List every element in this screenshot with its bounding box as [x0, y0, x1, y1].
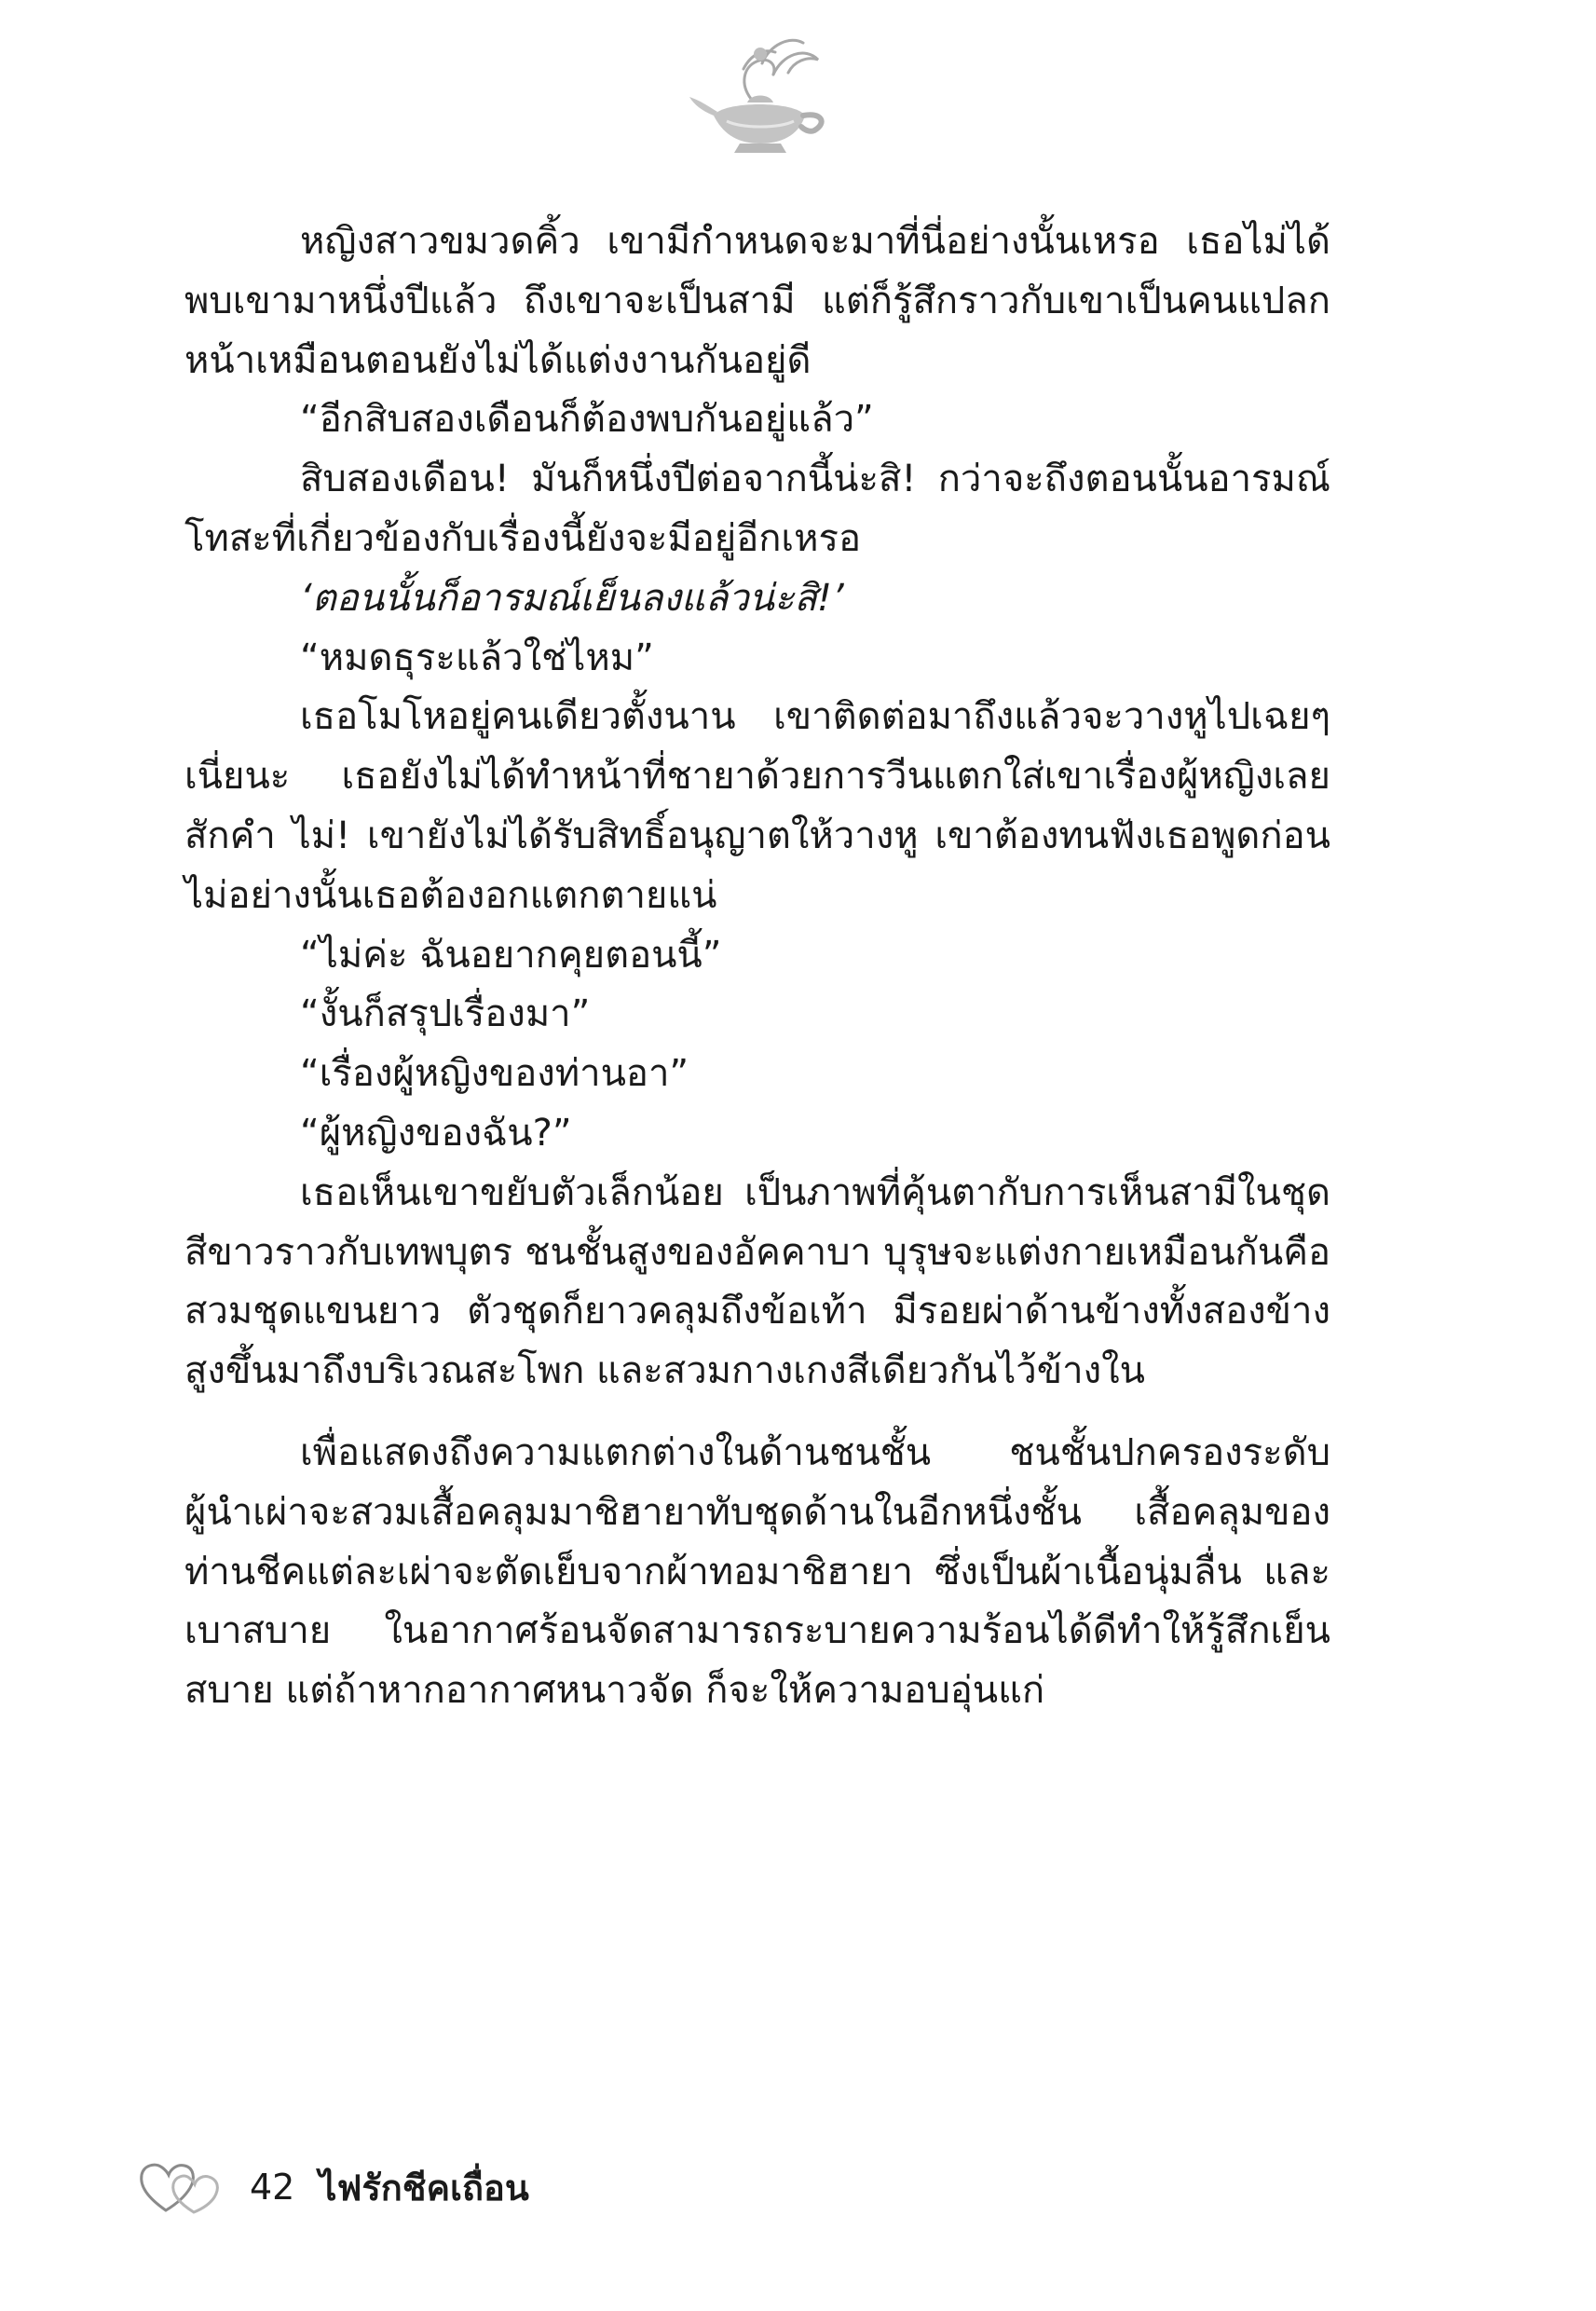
- hearts-icon: [138, 2158, 224, 2216]
- genie-lamp-icon: [686, 26, 835, 166]
- body-text: [184, 212, 1330, 1721]
- paragraph: “อีกสิบสองเดือนก็ต้องพบกันอยู่แล้ว”: [300, 398, 874, 442]
- paragraph: ‘ตอนนั้นก็อารมณ์เย็นลงแล้วน่ะสิ!’: [300, 576, 844, 620]
- paragraph: หญิงสาวขมวดคิ้ว เขามีกำหนดจะมาที่นี่อย่างนั้นเหรอ เธอไม่ได้พบเขามาหนึ่งปีแล้ว ถึงเขาจะเป็นสามี แต่ก็รู้สึกราวกับเขาเป็นคนแปลกหน้าเหมือนตอนยังไม่ได้แต่งงานกันอยู่ดี: [184, 220, 1330, 382]
- page-number: 42: [250, 2167, 295, 2208]
- paragraph: “ไม่ค่ะ ฉันอยากคุยตอนนี้”: [300, 933, 722, 977]
- paragraph: สิบสองเดือน! มันก็หนึ่งปีต่อจากนี้น่ะสิ! กว่าจะถึงตอนนั้นอารมณ์โทสะที่เกี่ยวข้องกับเรื่องนี้ยังจะมีอยู่อีกเหรอ: [184, 458, 1330, 560]
- page-footer: [138, 2154, 529, 2220]
- paragraph: “งั้นก็สรุปเรื่องมา”: [300, 992, 591, 1036]
- paragraph: “หมดธุระแล้วใช่ไหม”: [300, 636, 654, 679]
- paragraph: “ผู้หญิงของฉัน?”: [300, 1111, 572, 1155]
- book-title: ไฟรักชีคเถื่อน: [319, 2167, 529, 2208]
- paragraph: “เรื่องผู้หญิงของท่านอา”: [300, 1052, 689, 1096]
- paragraph: เธอโมโหอยู่คนเดียวตั้งนาน เขาติดต่อมาถึงแล้วจะวางหูไปเฉยๆ เนี่ยนะ เธอยังไม่ได้ทำหน้าที่ชายาด้วยการวีนแตกใส่เขาเรื่องผู้หญิงเลยสักคำ ไม่! เขายังไม่ได้รับสิทธิ์อนุญาตให้วางหู เขาต้องทนฟังเธอพูดก่อน ไม่อย่างนั้นเธอต้องอกแตกตายแน่: [184, 695, 1330, 917]
- paragraph: เพื่อแสดงถึงความแตกต่างในด้านชนชั้น ชนชั้นปกครองระดับผู้นำเผ่าจะสวมเสื้อคลุมมาชิฮายาทับชุดด้านในอีกหนึ่งชั้น เสื้อคลุมของท่านชีคแต่ละเผ่าจะตัดเย็บจากผ้าทอมาชิฮายา ซึ่งเป็นผ้าเนื้อนุ่มลื่น และเบาสบาย ในอากาศร้อนจัดสามารถระบายความร้อนได้ดีทำให้รู้สึกเย็นสบาย แต่ถ้าหากอากาศหนาวจัด ก็จะให้ความอบอุ่นแก่: [184, 1430, 1330, 1713]
- paragraph: เธอเห็นเขาขยับตัวเล็กน้อย เป็นภาพที่คุ้นตากับการเห็นสามีในชุดสีขาวราวกับเทพบุตร ชนชั้นสูงของอัคคาบา บุรุษจะแต่งกายเหมือนกันคือสวมชุดแขนยาว ตัวชุดก็ยาวคลุมถึงข้อเท้า มีรอยผ่าด้านข้างทั้งสองข้างสูงขึ้นมาถึงบริเวณสะโพก และสวมกางเกงสีเดียวกันไว้ข้างใน: [184, 1170, 1330, 1393]
